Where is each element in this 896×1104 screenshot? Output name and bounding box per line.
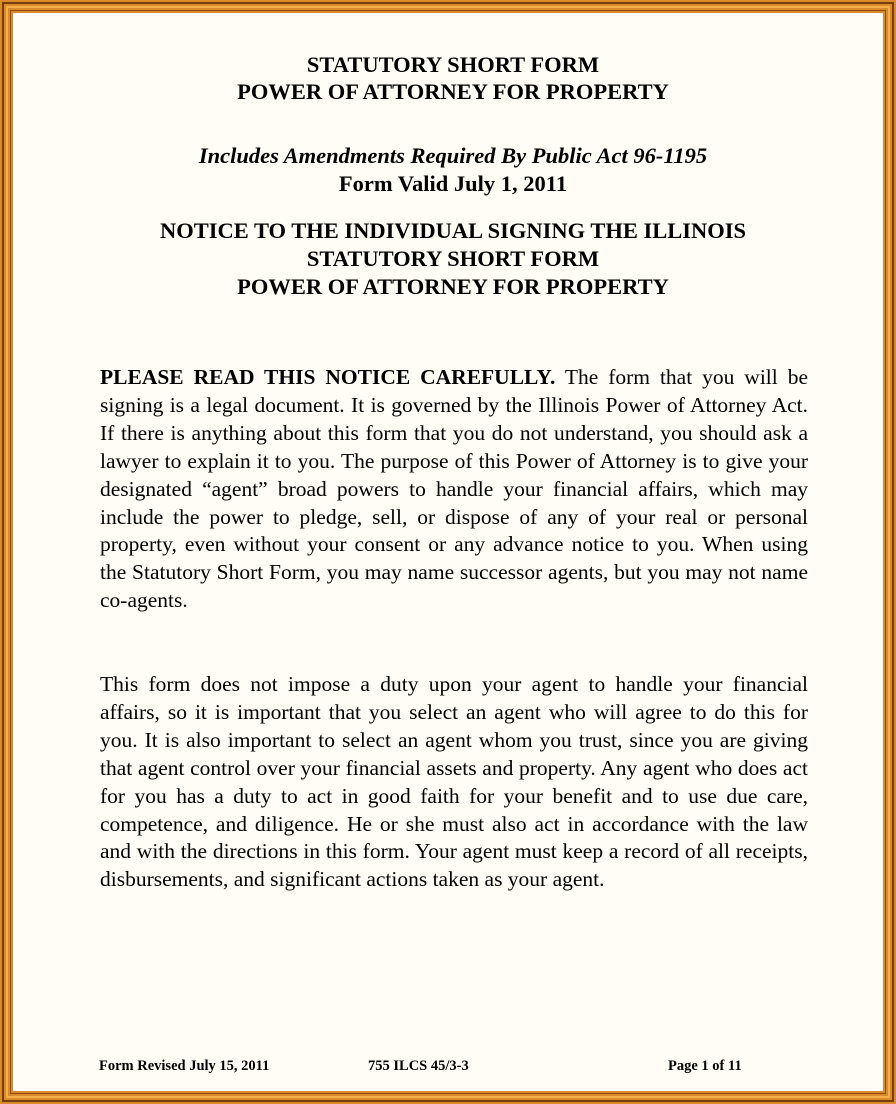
footer-page-number: Page 1 of 11 [668,1058,742,1074]
notice-paragraph-2: This form does not impose a duty upon your agent to handle your financial affairs, so it is important that you select an agent who will agree to do this for you. It is also important to select an agent whom you trust, since you are giving that agent control over your financial assets and property. Any agent who does act for you has a duty to act in good faith for your benefit and to use due care, competence, and diligence. He or she must also act in accordance with the law and with the directions in this form. Your agent must keep a record of all receipts, disbursements, and significant actions taken as your agent. [100,672,808,892]
document-page [13,13,883,1091]
amendment-note: Includes Amendments Required By Public Act 96-1195 [198,143,708,168]
footer-statute: 755 ILCS 45/3-3 [368,1058,469,1074]
notice-heading-line-1: NOTICE TO THE INDIVIDUAL SIGNING THE ILLINOIS [159,218,747,243]
form-title-line-1: STATUTORY SHORT FORM [306,52,600,77]
notice-paragraph-1 [100,364,808,615]
footer-revised-date: Form Revised July 15, 2011 [99,1058,270,1074]
form-title-line-2: POWER OF ATTORNEY FOR PROPERTY [237,79,669,104]
notice-heading-line-2: STATUTORY SHORT FORM [306,246,600,271]
notice-paragraph-1-body: The form that you will be signing is a legal document. It is governed by the Illinois Power of Attorney Act. If there is anything about this form that you do not understand, you should ask a lawyer to explain it to you. The purpose of this Power of Attorney is to give your designated “agent” broad powers to handle your financial affairs, which may include the power to pledge, sell, or dispose of any of your real or personal property, even without your consent or any advance notice to you. When using the Statutory Short Form, you may name successor agents, but you may not name co-agents. [100,365,808,613]
notice-paragraph-1-lead: PLEASE READ THIS NOTICE CAREFULLY. [100,365,556,389]
form-valid-date: Form Valid July 1, 2011 [338,171,568,196]
notice-heading-line-3: POWER OF ATTORNEY FOR PROPERTY [237,274,669,299]
